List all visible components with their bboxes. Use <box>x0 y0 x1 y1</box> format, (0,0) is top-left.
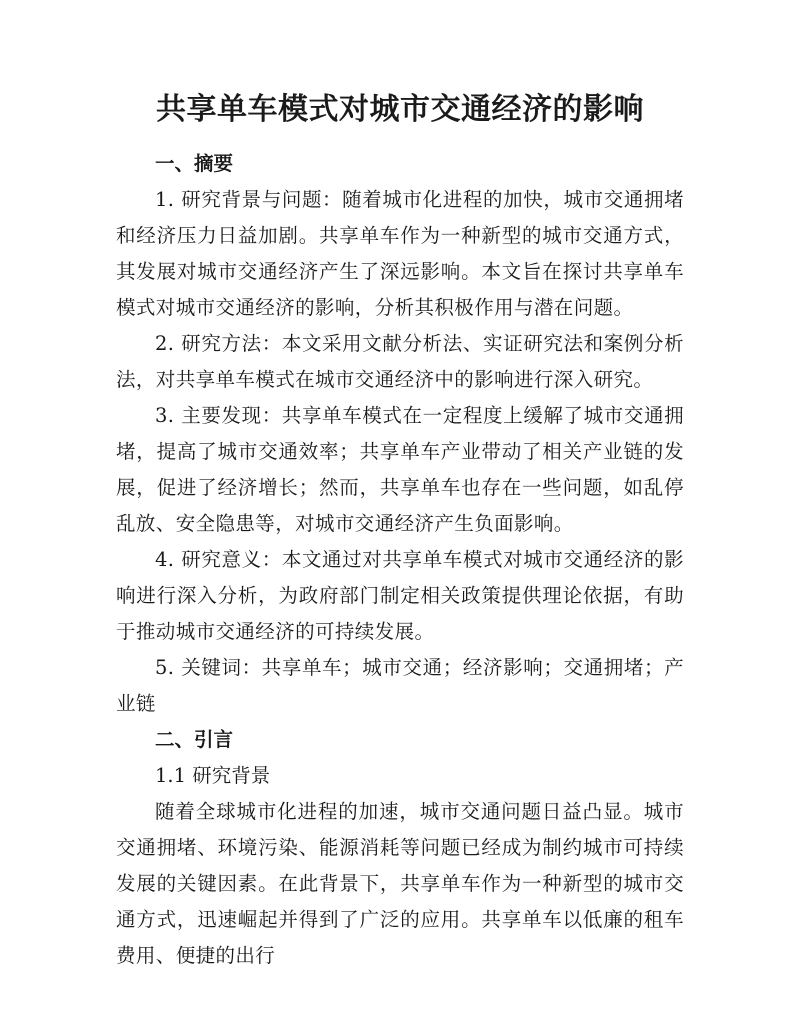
section-heading-abstract: 一、摘要 <box>155 152 234 175</box>
abstract-item-findings: 3. 主要发现：共享单车模式在一定程度上缓解了城市交通拥堵，提高了城市交通效率；共享单车产业带动了相关产业链的发展，促进了经济增长；然而，共享单车也存在一些问题，如乱停乱放、安全隐患等，对城市交通经济产生负面影响。 <box>116 404 684 535</box>
document-body <box>116 146 684 974</box>
section-heading-introduction: 二、引言 <box>155 728 234 751</box>
abstract-item-keywords: 5. 关键词：共享单车；城市交通；经济影响；交通拥堵；产业链 <box>116 656 684 715</box>
abstract-item-method: 2. 研究方法：本文采用文献分析法、实证研究法和案例分析法，对共享单车模式在城市交通经济中的影响进行深入研究。 <box>116 332 684 391</box>
intro-paragraph: 随着全球城市化进程的加速，城市交通问题日益凸显。城市交通拥堵、环境污染、能源消耗等问题已经成为制约城市可持续发展的关键因素。在此背景下，共享单车作为一种新型的城市交通方式，迅速崛起并得到了广泛的应用。共享单车以低廉的租车费用、便捷的出行 <box>116 800 684 967</box>
document-title: 共享单车模式对城市交通经济的影响 <box>156 92 644 127</box>
subsection-heading-background: 1.1 研究背景 <box>155 764 271 787</box>
abstract-item-background: 1. 研究背景与问题：随着城市化进程的加快，城市交通拥堵和经济压力日益加剧。共享单车作为一种新型的城市交通方式，其发展对城市交通经济产生了深远影响。本文旨在探讨共享单车模式对城市交通经济的影响，分析其积极作用与潜在问题。 <box>116 188 684 319</box>
abstract-item-significance: 4. 研究意义：本文通过对共享单车模式对城市交通经济的影响进行深入分析，为政府部门制定相关政策提供理论依据，有助于推动城市交通经济的可持续发展。 <box>116 548 684 643</box>
